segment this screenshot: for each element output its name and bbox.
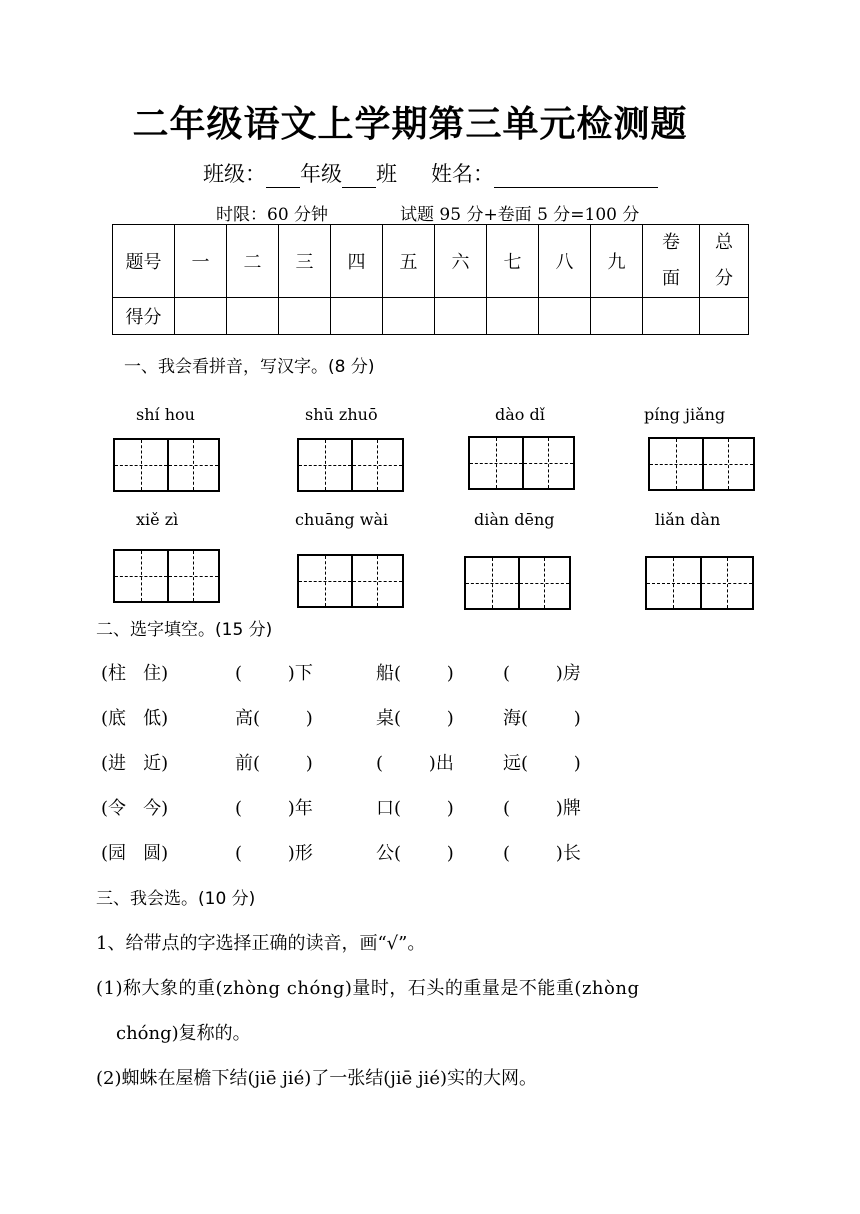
zongfen-char: 分	[715, 268, 733, 289]
char-pair: (令 今)	[101, 798, 169, 819]
juanmian-char: 面	[662, 268, 680, 289]
table-cell: 八	[539, 225, 591, 298]
tianzige-box[interactable]	[297, 438, 404, 492]
question-1: 1、给带点的字选择正确的读音，画“√”。	[96, 933, 426, 954]
table-cell: 二	[227, 225, 279, 298]
juanmian-char: 卷	[662, 232, 680, 253]
score-input-cell[interactable]	[700, 298, 749, 335]
fill-blank[interactable]: 前( )	[235, 753, 313, 774]
fill-blank[interactable]: 口( )	[376, 798, 454, 819]
ban-label: 班	[376, 162, 397, 186]
table-cell: 得分	[113, 298, 175, 335]
fill-blank[interactable]: ( )下	[235, 663, 313, 684]
name-blank[interactable]	[494, 167, 658, 188]
fill-blank[interactable]: 公( )	[376, 843, 454, 864]
name-label: 姓名：	[431, 162, 494, 186]
score-table-score-row	[113, 298, 749, 335]
table-cell: 六	[435, 225, 487, 298]
pinyin-label: shí hou	[136, 405, 195, 424]
score-table-header-row	[113, 225, 749, 298]
tianzige-box[interactable]	[464, 556, 571, 610]
table-cell: 九	[591, 225, 643, 298]
zongfen-char: 总	[715, 232, 733, 253]
score-input-cell[interactable]	[435, 298, 487, 335]
section1-heading: 一、我会看拼音，写汉字。(8 分)	[124, 357, 375, 377]
pinyin-label: dào dǐ	[495, 405, 545, 424]
score-input-cell[interactable]	[539, 298, 591, 335]
fill-blank[interactable]: ( )牌	[503, 798, 581, 819]
page-title: 二年级语文上学期第三单元检测题	[132, 104, 688, 145]
score-input-cell[interactable]	[331, 298, 383, 335]
score-input-cell[interactable]	[227, 298, 279, 335]
table-cell-zongfen	[700, 225, 749, 298]
table-cell: 三	[279, 225, 331, 298]
score-input-cell[interactable]	[175, 298, 227, 335]
fill-blank[interactable]: 远( )	[503, 753, 581, 774]
table-cell: 四	[331, 225, 383, 298]
tianzige-box[interactable]	[648, 437, 755, 491]
char-pair: (底 低)	[101, 708, 169, 729]
tianzige-box[interactable]	[297, 554, 404, 608]
tianzige-box[interactable]	[468, 436, 575, 490]
question-1-1-line2: chóng)复称的。	[116, 1023, 251, 1044]
table-cell-juanmian	[643, 225, 700, 298]
fill-blank[interactable]: ( )房	[503, 663, 581, 684]
score-note: 试题 95 分+卷面 5 分=100 分	[400, 205, 640, 225]
fill-blank[interactable]: 船( )	[376, 663, 454, 684]
fill-blank[interactable]: ( )形	[235, 843, 313, 864]
pinyin-label: liǎn dàn	[655, 510, 721, 529]
fill-blank[interactable]: 桌( )	[376, 708, 454, 729]
char-pair: (进 近)	[101, 753, 169, 774]
pinyin-label: shū zhuō	[305, 405, 378, 424]
score-input-cell[interactable]	[279, 298, 331, 335]
score-input-cell[interactable]	[383, 298, 435, 335]
table-cell: 七	[487, 225, 539, 298]
table-cell: 五	[383, 225, 435, 298]
fill-blank[interactable]: ( )出	[376, 753, 454, 774]
score-input-cell[interactable]	[591, 298, 643, 335]
class-blank[interactable]	[342, 167, 376, 188]
tianzige-box[interactable]	[113, 438, 220, 492]
pinyin-label: píng jiǎng	[644, 405, 726, 424]
table-cell: 题号	[113, 225, 175, 298]
section3-heading: 三、我会选。(10 分)	[96, 889, 256, 909]
section2-heading: 二、选字填空。(15 分)	[96, 620, 273, 640]
class-label: 班级：	[203, 162, 266, 186]
fill-blank[interactable]: ( )年	[235, 798, 313, 819]
fill-blank[interactable]: 高( )	[235, 708, 313, 729]
score-table	[112, 224, 749, 335]
question-1-1-line1: (1)称大象的重(zhòng chóng)量时，石头的重量是不能重(zhòng	[96, 978, 640, 999]
pinyin-label: xiě zì	[136, 510, 179, 529]
grade-blank[interactable]	[266, 167, 300, 188]
pinyin-label: chuāng wài	[295, 510, 389, 529]
table-cell: 一	[175, 225, 227, 298]
fill-blank[interactable]: ( )长	[503, 843, 581, 864]
score-input-cell[interactable]	[643, 298, 700, 335]
score-input-cell[interactable]	[487, 298, 539, 335]
question-1-2: (2)蜘蛛在屋檐下结(jiē jié)了一张结(jiē jié)实的大网。	[96, 1068, 537, 1089]
student-info-line	[203, 158, 658, 188]
fill-blank[interactable]: 海( )	[503, 708, 581, 729]
pinyin-label: diàn dēng	[474, 510, 555, 529]
tianzige-box[interactable]	[113, 549, 220, 603]
grade-label: 年级	[300, 162, 342, 186]
time-limit: 时限：60 分钟	[216, 205, 329, 225]
char-pair: (柱 住)	[101, 663, 169, 684]
tianzige-box[interactable]	[645, 556, 754, 610]
char-pair: (园 圆)	[101, 843, 169, 864]
